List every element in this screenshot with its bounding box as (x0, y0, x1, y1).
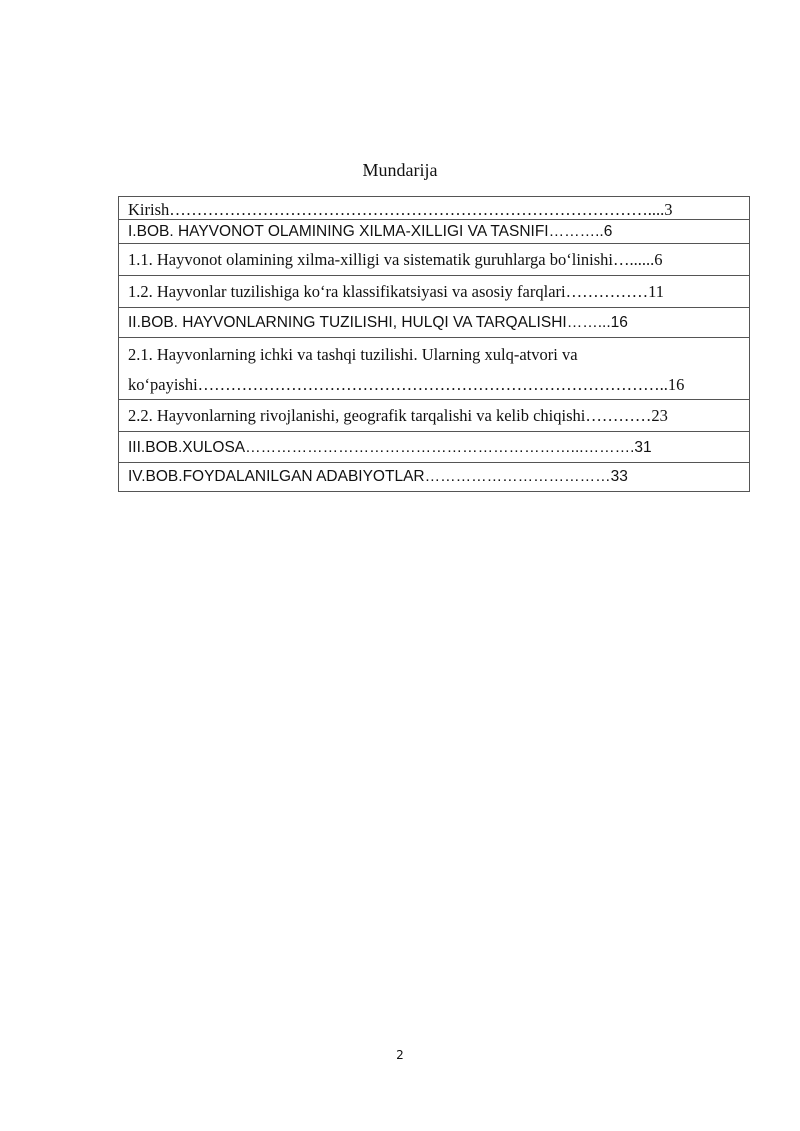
toc-entry-text: 2.1. Hayvonlarning ichki va tashqi tuzilishi. Ularning xulq-atvori va (128, 345, 578, 364)
toc-entry-text: III.BOB.XULOSA………………………………………………………...……….31 (128, 439, 652, 456)
toc-entry-text: I.BOB. HAYVONOT OLAMINING XILMA-XILLIGI VA TASNIFI………..6 (128, 223, 613, 240)
page-number: 2 (396, 1048, 404, 1062)
toc-entry-chapter-1 (119, 220, 749, 244)
page-title: Mundarija (362, 160, 438, 180)
toc-entry-introduction (119, 197, 749, 220)
toc-entry-text: 2.2. Hayvonlarning rivojlanishi, geografik tarqalishi va kelib chiqishi…………23 (128, 406, 668, 425)
toc-entry-text: II.BOB. HAYVONLARNING TUZILISHI, HULQI VA TARQALISHI……...16 (128, 314, 628, 331)
toc-entry-section-1-1 (119, 244, 749, 276)
toc-entry-text: Kirish……………………………………………………………………………....3 (128, 200, 673, 219)
toc-entry-conclusion (119, 432, 749, 463)
toc-entry-text: 1.1. Hayvonot olamining xilma-xilligi va sistematik guruhlarga bo‘linishi…......6 (128, 250, 663, 269)
toc-entry-section-1-2 (119, 276, 749, 308)
toc-entry-text-continued: ko‘payishi…………………………………………………………………………..16 (128, 375, 685, 394)
table-of-contents (118, 196, 750, 492)
toc-entry-section-2-1 (119, 338, 749, 400)
toc-entry-references (119, 463, 749, 491)
toc-entry-text: 1.2. Hayvonlar tuzilishiga ko‘ra klassifikatsiyasi va asosiy farqlari……………11 (128, 282, 664, 301)
toc-entry-section-2-2 (119, 400, 749, 432)
toc-entry-chapter-2 (119, 308, 749, 338)
toc-entry-text: IV.BOB.FOYDALANILGAN ADABIYOTLAR………………………………33 (128, 468, 628, 485)
